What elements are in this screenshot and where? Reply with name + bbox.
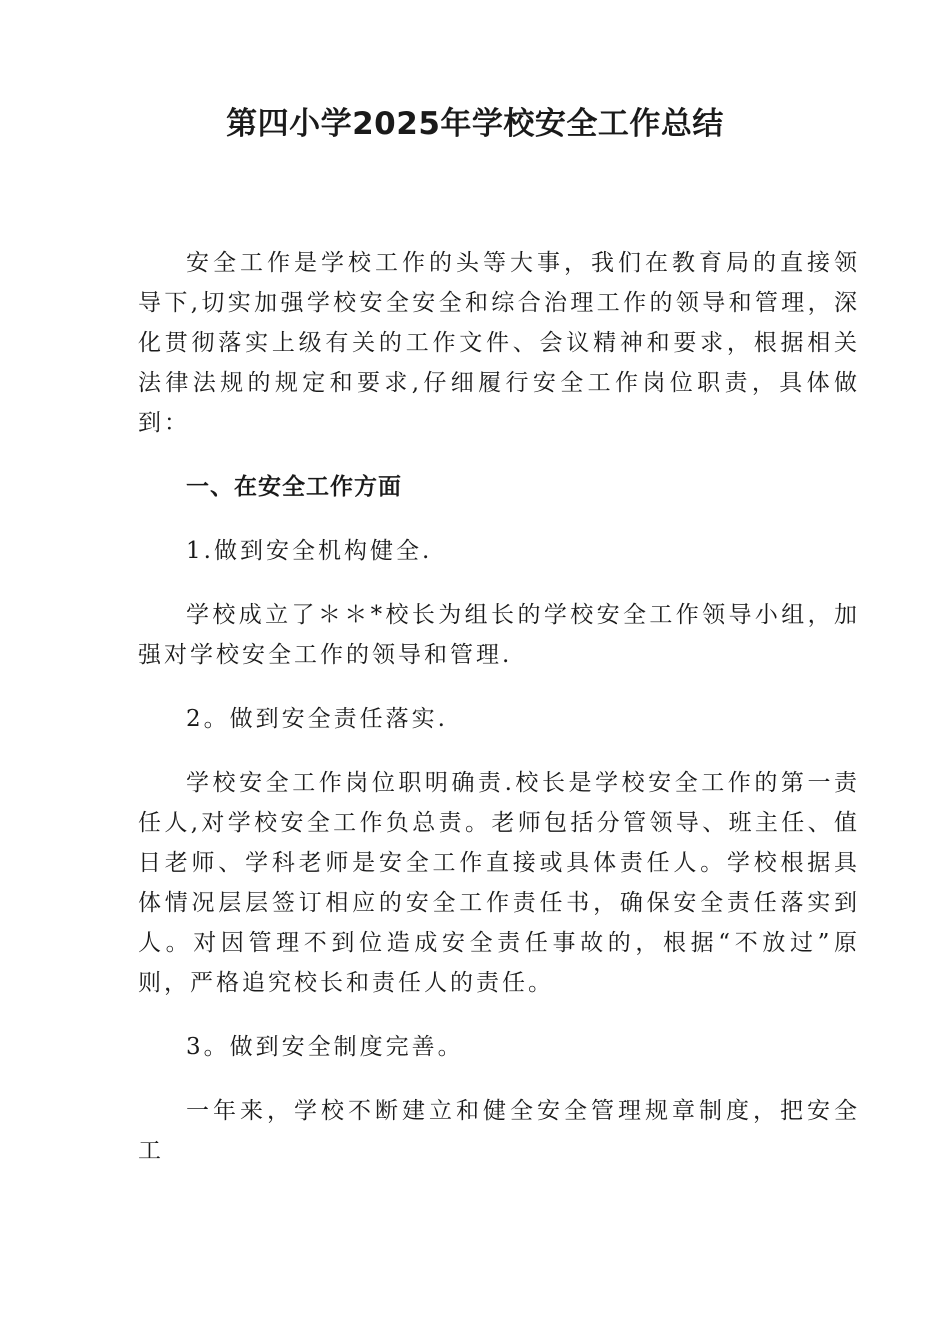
item-2-heading: 2。做到安全责任落实. [186,706,448,732]
item-2-paragraph: 学校安全工作岗位职明确责.校长是学校安全工作的第一责任人,对学校安全工作负总责。老师包括分管领导、班主任、值日老师、学科老师是安全工作直接或具体责任人。学校根据具体情况层层签订相应的安全工作责任书，确保安全责任落实到人。对因管理不到位造成安全责任事故的，根据“不放过”原则，严格追究校长和责任人的责任。 [138,770,860,996]
item-3-paragraph: 一年来，学校不断建立和健全安全管理规章制度，把安全工 [138,1098,860,1164]
section-heading: 一、在安全工作方面 [186,474,402,500]
item-1-paragraph: 学校成立了＊＊*校长为组长的学校安全工作领导小组，加强对学校安全工作的领导和管理. [138,602,860,668]
item-3-heading: 3。做到安全制度完善。 [186,1034,464,1060]
intro-paragraph: 安全工作是学校工作的头等大事，我们在教育局的直接领导下,切实加强学校安全安全和综合治理工作的领导和管理，深化贯彻落实上级有关的工作文件、会议精神和要求，根据相关法律法规的规定和要求,仔细履行安全工作岗位职责，具体做到： [138,250,860,436]
item-1-heading: 1.做到安全机构健全. [186,538,433,564]
document-title: 第四小学2025年学校安全工作总结 [226,106,724,142]
document-body [138,243,860,1195]
